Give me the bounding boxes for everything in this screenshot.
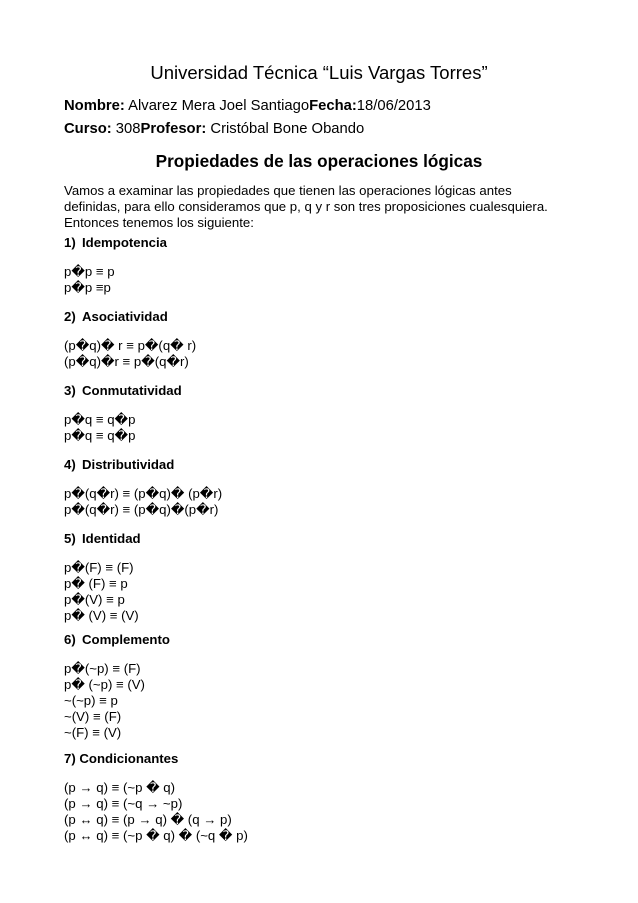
formula-line: (p → q) ≡ (~p � q) <box>64 780 175 795</box>
section-title: Asociatividad <box>82 309 168 324</box>
section-heading-condicionantes <box>64 751 178 766</box>
nombre-value: Alvarez Mera Joel Santiago <box>124 98 310 114</box>
section-number: 6) <box>64 632 76 647</box>
fecha-value: 18/06/2013 <box>356 98 431 114</box>
intro-line: Entonces tenemos los siguiente: <box>64 215 254 230</box>
formula-line: (p�q)� r ≡ p�(q� r) <box>64 338 197 353</box>
intro-line: definidas, para ello consideramos que p, q y r son tres proposiciones cualesquiera. <box>64 199 548 214</box>
profesor-value: Cristóbal Bone Obando <box>206 121 365 137</box>
section-heading-idempotencia <box>64 235 167 250</box>
formula-line: ~(V) ≡ (F) <box>64 709 122 724</box>
section-title: Identidad <box>82 531 141 546</box>
section-number: 1) <box>64 235 76 250</box>
section-heading-identidad <box>64 531 141 546</box>
formula-line: (p ↔ q) ≡ (p → q) � (q → p) <box>64 812 232 827</box>
nombre-label: Nombre: <box>64 98 125 114</box>
curso-label: Curso: <box>64 121 112 137</box>
section-heading-distributividad <box>64 457 174 472</box>
formula-line: p�(F) ≡ (F) <box>64 560 134 575</box>
section-number: 3) <box>64 383 76 398</box>
formula-line: p� (~p) ≡ (V) <box>64 677 145 692</box>
curso-profesor-line <box>64 120 364 138</box>
curso-value: 308 <box>111 121 141 137</box>
formula-line: ~(F) ≡ (V) <box>64 725 122 740</box>
section-title: Distributividad <box>82 457 175 472</box>
formula-line: ~(~p) ≡ p <box>64 693 118 708</box>
formula-line: p�q ≡ q�p <box>64 412 136 427</box>
section-title: Idempotencia <box>82 235 168 250</box>
section-heading-asociatividad <box>64 309 168 324</box>
section-number: 4) <box>64 457 76 472</box>
university-title: Universidad Técnica “Luis Vargas Torres” <box>150 62 488 83</box>
profesor-label: Profesor: <box>140 121 207 137</box>
section-title: Condicionantes <box>79 751 179 766</box>
section-number: 5) <box>64 531 76 546</box>
formula-line: p�(q�r) ≡ (p�q)�(p�r) <box>64 502 219 517</box>
intro-line: Vamos a examinar las propiedades que tienen las operaciones lógicas antes <box>64 183 512 198</box>
section-heading-conmutatividad <box>64 383 182 398</box>
formula-line: p�(~p) ≡ (F) <box>64 661 141 676</box>
formula-line: (p ↔ q) ≡ (~p � q) � (~q � p) <box>64 828 248 843</box>
document-subtitle: Propiedades de las operaciones lógicas <box>155 151 483 171</box>
nombre-fecha-line <box>64 97 431 115</box>
formula-line: p�(V) ≡ p <box>64 592 125 607</box>
formula-line: (p�q)�r ≡ p�(q�r) <box>64 354 189 369</box>
formula-line: p�p ≡p <box>64 280 111 295</box>
formula-line: p� (F) ≡ p <box>64 576 128 591</box>
section-number: 2) <box>64 309 76 324</box>
formula-line: p�p ≡ p <box>64 264 115 279</box>
formula-line: p�(q�r) ≡ (p�q)� (p�r) <box>64 486 223 501</box>
section-heading-complemento <box>64 632 170 647</box>
section-number: 7) <box>64 751 76 766</box>
formula-line: (p → q) ≡ (~q → ~p) <box>64 796 183 811</box>
section-title: Conmutatividad <box>82 383 182 398</box>
fecha-label: Fecha: <box>309 98 357 114</box>
formula-line: p� (V) ≡ (V) <box>64 608 139 623</box>
section-title: Complemento <box>82 632 170 647</box>
formula-line: p�q ≡ q�p <box>64 428 136 443</box>
